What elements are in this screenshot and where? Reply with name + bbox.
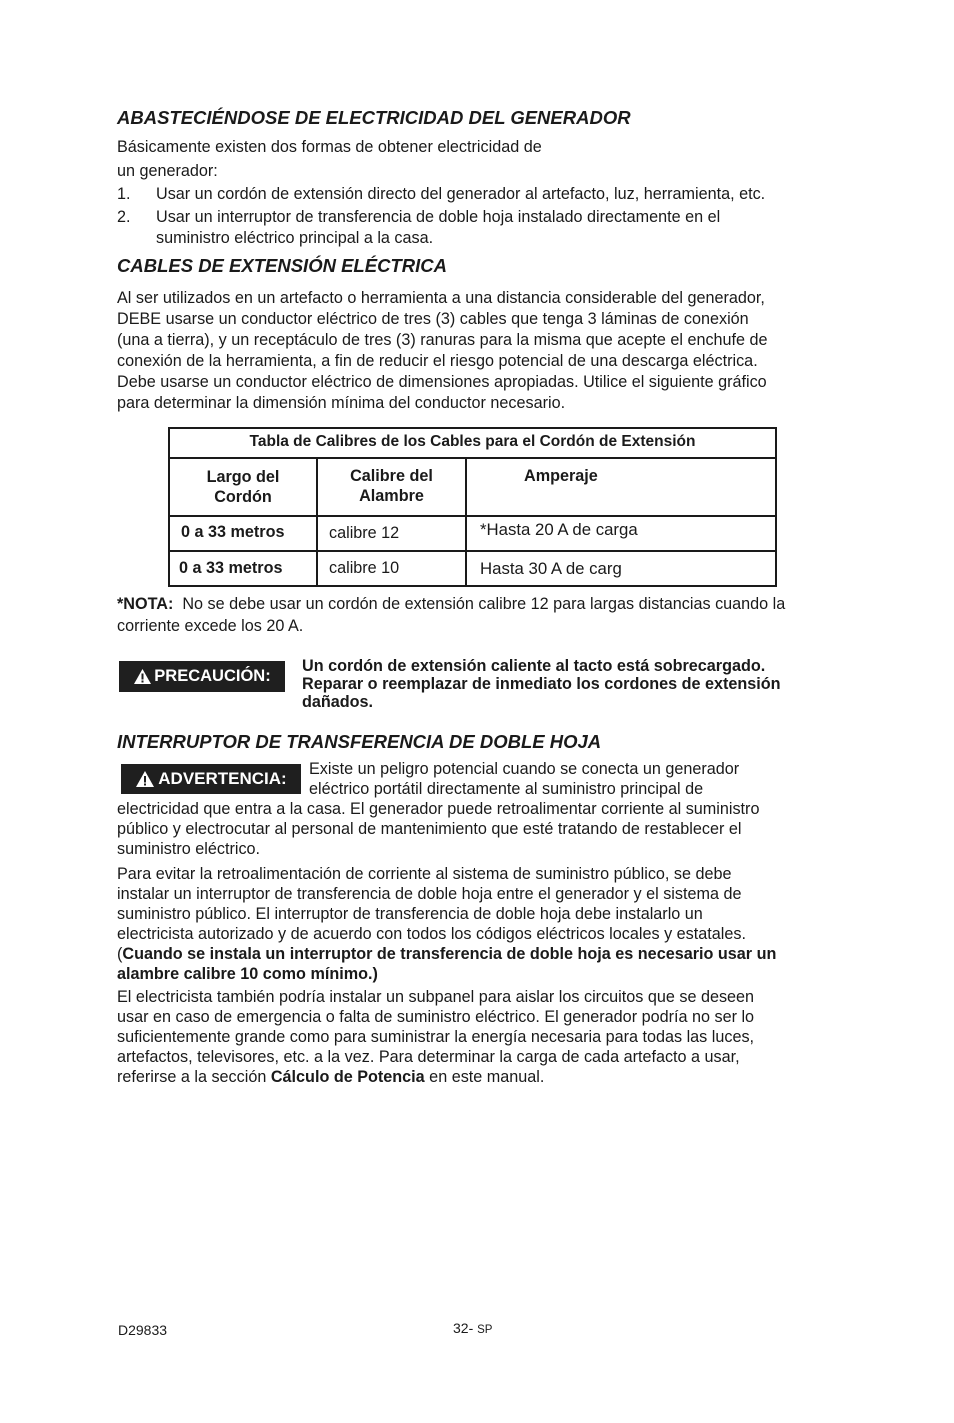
bold-requirement: alambre calibre 10 como mínimo.) (117, 965, 378, 983)
paragraph-line: público y electrocutar al personal de mantenimiento que esté tratando de restablecer el (117, 820, 742, 838)
intro-line: un generador: (117, 162, 218, 180)
paragraph-line: electricista autorizado y de acuerdo con todos los códigos eléctricos locales y estatales. (117, 925, 746, 943)
paragraph-line: usar en caso de emergencia o falta de suministro eléctrico. El generador podría no ser lo (117, 1008, 755, 1026)
caution-text: Reparar o reemplazar de inmediato los cordones de extensión (302, 675, 781, 693)
paragraph-line: conexión de la herramienta, a fin de reducir el riesgo potencial de una descarga eléctrica. (117, 352, 758, 370)
text-run: en este manual. (424, 1068, 545, 1086)
page-number-value: 32- (453, 1320, 474, 1336)
table-cell-length: 0 a 33 metros (179, 559, 283, 577)
paragraph-line: Para evitar la retroalimentación de corriente al sistema de suministro público, se debe (117, 865, 732, 883)
warning-badge-label: ADVERTENCIA: (158, 768, 287, 788)
column-header-amperage: Amperaje (524, 467, 598, 485)
paragraph-line-bold (117, 964, 378, 984)
paragraph-line: suministro público. El interruptor de transferencia de doble hoja debe instalarlo un (117, 905, 703, 923)
paragraph-line: artefactos, televisores, etc. a la vez. Para determinar la carga de cada artefacto a usar, (117, 1048, 740, 1066)
column-header-gauge: Calibre del Alambre (350, 467, 433, 506)
paragraph-line: (una a tierra), y un receptáculo de tres (3) ranuras para la misma que acepte el enchufe de (117, 331, 768, 349)
table-title: Tabla de Calibres de los Cables para el Cordón de Extensión (249, 433, 696, 450)
warning-triangle-icon (133, 668, 152, 685)
list-item-text: Usar un cordón de extensión directo del generador al artefacto, luz, herramienta, etc. (156, 185, 766, 203)
table-cell-length: 0 a 33 metros (181, 523, 285, 541)
table-cell-gauge: calibre 12 (329, 524, 400, 542)
paragraph-line: DEBE usarse un conductor eléctrico de tres (3) cables que tenga 3 láminas de conexión (117, 310, 749, 328)
note-label: *NOTA: (117, 595, 174, 613)
caution-badge (119, 661, 285, 692)
bold-requirement: Cuando se instala un interruptor de transferencia de doble hoja es necesario usar un (122, 945, 777, 963)
note-text: No se debe usar un cordón de extensión calibre 12 para largas distancias cuando la (173, 595, 786, 613)
intro-line: Básicamente existen dos formas de obtener electricidad de (117, 138, 542, 156)
section-heading-extension-cables: CABLES DE EXTENSIÓN ELÉCTRICA (117, 255, 447, 276)
list-number: 1. (117, 185, 131, 203)
warning-badge (121, 764, 301, 794)
page-suffix: SP (477, 1324, 493, 1336)
list-item-text: Usar un interruptor de transferencia de doble hoja instalado directamente en el (156, 208, 721, 226)
bold-reference: Cálculo de Potencia (270, 1068, 425, 1086)
cable-gauge-table (168, 427, 777, 587)
paragraph-line: instalar un interruptor de transferencia de doble hoja entre el generador y el sistema de (117, 885, 742, 903)
warning-triangle-icon (135, 770, 155, 788)
table-cell-amps: *Hasta 20 A de carga (480, 520, 638, 539)
paragraph-line: para determinar la dimensión mínima del conductor necesario. (117, 394, 566, 412)
caution-text: Un cordón de extensión caliente al tacto está sobrecargado. (302, 657, 766, 675)
page-number (453, 1318, 492, 1340)
paragraph-line: El electricista también podría instalar un subpanel para aislar los circuitos que se deseen (117, 988, 755, 1006)
note-line (117, 594, 785, 614)
caution-text: dañados. (302, 693, 374, 711)
paragraph-line-bold (117, 944, 776, 964)
paragraph-line: Debe usarse un conductor eléctrico de dimensiones apropiadas. Utilice el siguiente gráfico (117, 373, 767, 391)
caution-badge-label: PRECAUCIÓN: (154, 667, 271, 686)
text-run: referirse a la sección (117, 1068, 271, 1086)
paragraph-line: Al ser utilizados en un artefacto o herramienta a una distancia considerable del generador, (117, 289, 765, 307)
list-number: 2. (117, 208, 131, 226)
column-header-length: Largo del Cordón (206, 468, 280, 507)
table-cell-gauge: calibre 10 (329, 559, 400, 577)
paragraph-line: suministro eléctrico. (117, 840, 261, 858)
section-heading-transfer-switch: INTERRUPTOR DE TRANSFERENCIA DE DOBLE HOJA (117, 731, 602, 752)
list-item-text: suministro eléctrico principal a la casa. (156, 229, 434, 247)
section-heading-generator-power: ABASTECIÉNDOSE DE ELECTRICIDAD DEL GENERADOR (117, 107, 631, 128)
note-line: corriente excede los 20 A. (117, 617, 304, 635)
paragraph-line: electricidad que entra a la casa. El generador puede retroalimentar corriente al suministro (117, 800, 760, 818)
warning-text: Existe un peligro potencial cuando se conecta un generador (309, 760, 740, 778)
table-cell-amps: Hasta 30 A de carg (480, 559, 622, 578)
warning-text: eléctrico portátil directamente al suministro principal de (309, 780, 704, 798)
paragraph-line: suficientemente grande como para suministrar la energía necesaria para todas las luces, (117, 1028, 755, 1046)
paragraph-line (117, 1067, 544, 1087)
paren: ( (117, 945, 123, 963)
doc-code: D29833 (118, 1322, 168, 1338)
